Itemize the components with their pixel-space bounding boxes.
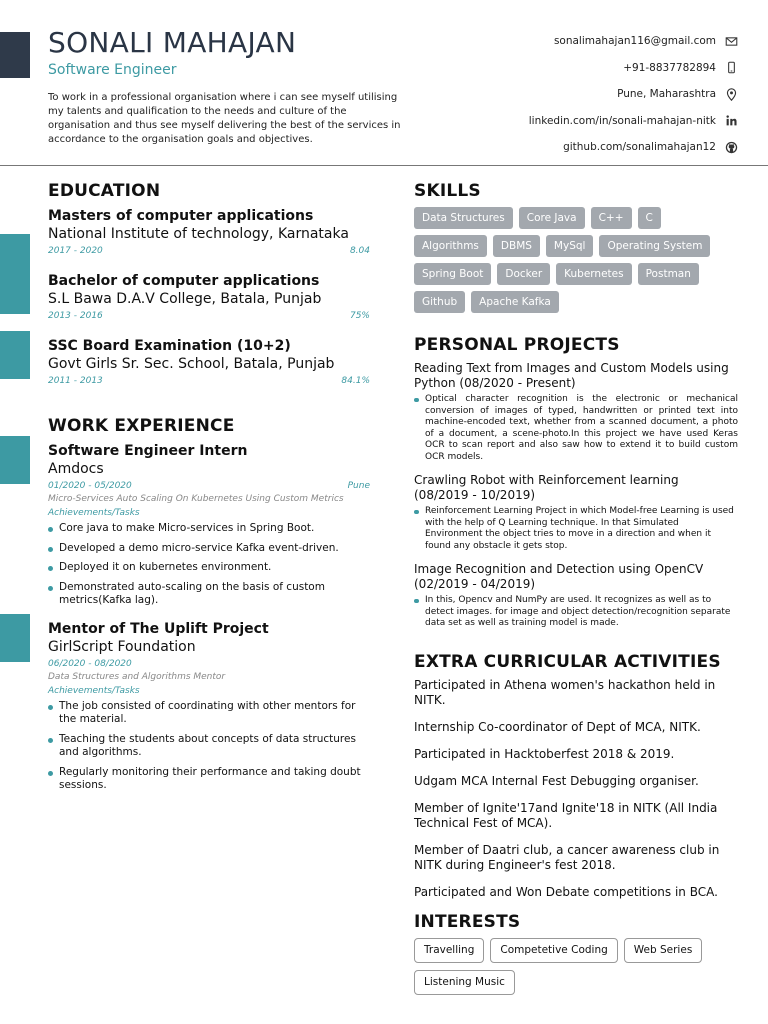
work-bullet: Developed a demo micro-service Kafka event-driven. [48, 542, 370, 556]
project-bullet: Reinforcement Learning Project in which Model-free Learning is used with the help of Q Learning technique. In that Simulated Environment the object tries to move in a direction and when it found any obstacle it gets stop. [414, 506, 738, 552]
left-column [48, 181, 370, 805]
work-bullet: Demonstrated auto-scaling on the basis of custom metrics(Kafka lag). [48, 581, 370, 608]
activities-list [414, 678, 738, 900]
interest-tag: Travelling [414, 938, 484, 963]
contact-phone-text: +91-8837782894 [623, 61, 716, 74]
work-experience-heading: WORK EXPERIENCE [48, 416, 235, 436]
project-item [414, 562, 738, 630]
right-column [414, 181, 738, 995]
education-dates: 2017 - 2020 [48, 246, 103, 256]
header-accent-bar [0, 32, 30, 78]
work-meta [48, 659, 370, 669]
skills-list [414, 207, 738, 313]
education-degree: SSC Board Examination (10+2) [48, 338, 291, 354]
activities-heading: EXTRA CURRICULAR ACTIVITIES [414, 651, 721, 672]
education-item [48, 337, 370, 386]
contact-list [438, 28, 738, 161]
project-title: Image Recognition and Detection using OpenCV [414, 562, 704, 576]
work-accent-bar [0, 614, 30, 662]
project-bullets [414, 394, 738, 463]
work-location: Pune [347, 481, 370, 491]
skill-tag: Postman [638, 263, 699, 285]
project-bullets [414, 506, 738, 552]
project-title: Crawling Robot with Reinforcement learning [414, 473, 679, 487]
skill-tag: Spring Boot [414, 263, 491, 285]
work-bullets [48, 700, 370, 793]
project-bullets [414, 595, 738, 630]
work-meta [48, 481, 370, 491]
skill-tag: MySql [546, 235, 594, 257]
education-dates: 2013 - 2016 [48, 311, 103, 321]
work-accent-bar [0, 436, 30, 484]
education-school: Govt Girls Sr. Sec. School, Batala, Punjab [48, 356, 335, 372]
project-bullet: Optical character recognition is the electronic or mechanical conversion of images of typed, handwritten or printed text into machine-encoded text, whether from a scanned document, a photo of a document, a scene-photo.In this project we have used Keras OCR to scan report and also saw how to extend it to build custom OCR models. [414, 394, 738, 463]
work-organization: Amdocs [48, 461, 104, 477]
education-degree: Masters of computer applications [48, 208, 314, 224]
work-bullet: Deployed it on kubernetes environment. [48, 561, 370, 575]
activity-item: Member of Ignite'17and Ignite'18 in NITK (All India Technical Fest of MCA). [414, 800, 718, 830]
education-item [48, 207, 370, 256]
project-dates: (02/2019 - 04/2019) [414, 577, 536, 591]
work-dates: 01/2020 - 05/2020 [48, 481, 132, 491]
education-accent-bar [0, 331, 30, 379]
skill-tag: C [638, 207, 661, 229]
interests-list [414, 938, 738, 995]
education-meta [48, 376, 370, 386]
email-icon [724, 34, 738, 48]
phone-icon [724, 61, 738, 75]
activity-item: Participated in Hacktoberfest 2018 & 2019. [414, 746, 675, 761]
project-dates: (08/2019 - 10/2019) [414, 488, 536, 502]
work-role: Mentor of The Uplift Project [48, 620, 269, 637]
profile-summary: To work in a professional organisation where i can see myself utilising my talents and qualification to the needs and culture of the organisation and thus see myself delivering the best of the services in accordance to the organisation goals and objectives. [48, 92, 401, 145]
education-degree: Bachelor of computer applications [48, 273, 320, 289]
education-accent-bar [0, 266, 30, 314]
skill-tag: Github [414, 291, 465, 313]
interest-tag: Web Series [624, 938, 703, 963]
education-heading: EDUCATION [48, 181, 161, 201]
candidate-name: SONALI MAHAJAN [48, 26, 297, 59]
contact-linkedin-text: linkedin.com/in/sonali-mahajan-nitk [528, 114, 716, 127]
activity-item: Participated and Won Debate competitions in BCA. [414, 884, 718, 899]
work-role: Software Engineer Intern [48, 443, 248, 459]
header-divider [0, 165, 768, 166]
interest-tag: Competetive Coding [490, 938, 617, 963]
work-bullets [48, 522, 370, 608]
activity-item: Participated in Athena women's hackathon held in NITK. [414, 677, 716, 707]
education-score: 84.1% [341, 376, 370, 386]
education-school: S.L Bawa D.A.V College, Batala, Punjab [48, 291, 322, 307]
contact-email-text: sonalimahajan116@gmail.com [553, 35, 716, 48]
activity-item: Udgam MCA Internal Fest Debugging organiser. [414, 773, 699, 788]
skill-tag: Algorithms [414, 235, 487, 257]
activity-item: Internship Co-coordinator of Dept of MCA, NITK. [414, 719, 701, 734]
contact-github[interactable] [438, 134, 738, 161]
activity-item: Member of Daatri club, a cancer awareness club in NITK during Engineer's fest 2018. [414, 842, 720, 872]
education-item [48, 272, 370, 321]
work-tasks-label: Achievements/Tasks [48, 508, 140, 518]
work-organization: GirlScript Foundation [48, 638, 196, 655]
education-score: 8.04 [349, 246, 370, 256]
skill-tag: Operating System [599, 235, 710, 257]
work-item [48, 620, 370, 793]
education-meta [48, 311, 370, 321]
contact-location [438, 81, 738, 108]
project-item [414, 473, 738, 552]
education-meta [48, 246, 370, 256]
projects-heading: PERSONAL PROJECTS [414, 335, 620, 355]
work-bullet: The job consisted of coordinating with other mentors for the material. [48, 700, 370, 727]
github-icon [724, 140, 738, 154]
skills-heading: SKILLS [414, 181, 481, 201]
skill-tag: Apache Kafka [471, 291, 559, 313]
work-dates: 06/2020 - 08/2020 [48, 658, 132, 669]
candidate-role: Software Engineer [48, 62, 177, 78]
interests-heading: INTERESTS [414, 911, 521, 932]
education-score: 75% [349, 311, 370, 321]
skill-tag: DBMS [493, 235, 540, 257]
contact-phone[interactable] [438, 55, 738, 82]
contact-linkedin[interactable] [438, 108, 738, 135]
education-school: National Institute of technology, Karnataka [48, 226, 349, 242]
work-tasks-label: Achievements/Tasks [48, 685, 140, 696]
work-item [48, 442, 370, 608]
location-icon [724, 87, 738, 101]
skill-tag: Data Structures [414, 207, 513, 229]
skill-tag: Kubernetes [556, 263, 631, 285]
project-title: Reading Text from Images and Custom Models using Python (08/2020 - Present) [414, 361, 729, 390]
project-item [414, 361, 738, 463]
skill-tag: Core Java [519, 207, 585, 229]
work-description: Micro-Services Auto Scaling On Kubernetes Using Custom Metrics [48, 494, 344, 504]
linkedin-icon [724, 114, 738, 128]
contact-github-text: github.com/sonalimahajan12 [563, 141, 716, 154]
work-bullet: Core java to make Micro-services in Spring Boot. [48, 522, 370, 536]
skill-tag: C++ [591, 207, 632, 229]
education-dates: 2011 - 2013 [48, 376, 103, 386]
skill-tag: Docker [497, 263, 550, 285]
contact-email[interactable] [438, 28, 738, 55]
work-bullet: Regularly monitoring their performance and taking doubt sessions. [48, 766, 370, 793]
work-description: Data Structures and Algorithms Mentor [48, 671, 226, 682]
work-bullet: Teaching the students about concepts of data structures and algorithms. [48, 733, 370, 760]
contact-location-text: Pune, Maharashtra [617, 88, 716, 101]
project-bullet: In this, Opencv and NumPy are used. It recognizes as well as to detect images. for image and object detection/recognition separate data set as well as training model is made. [414, 595, 738, 630]
interest-tag: Listening Music [414, 970, 515, 995]
